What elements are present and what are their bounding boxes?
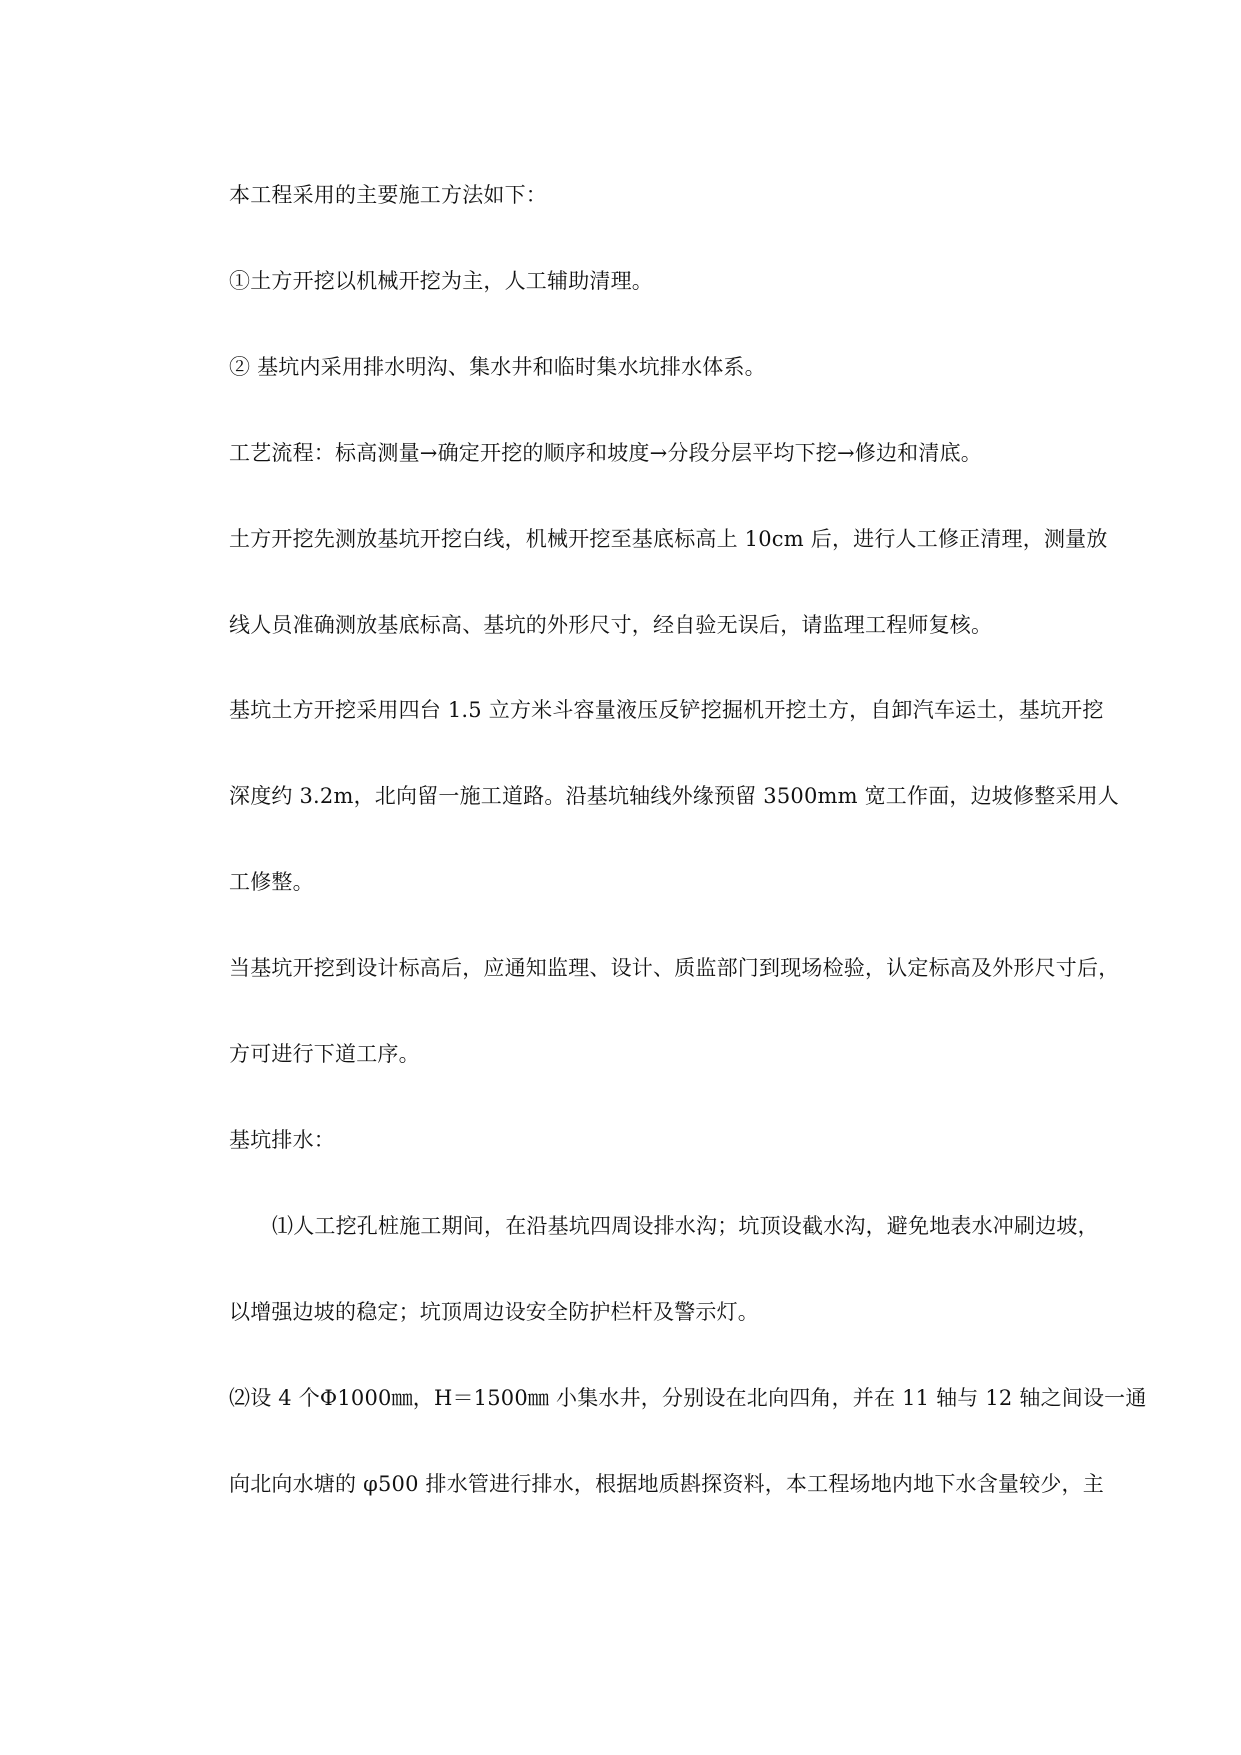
text-line: ⑵设 4 个Φ1000㎜，H＝1500㎜ 小集水井，分别设在北向四角，并在 11 轴与 12 轴之间设一通 bbox=[229, 1386, 1147, 1410]
text-line: 本工程采用的主要施工方法如下： bbox=[229, 183, 547, 207]
text-line: 方可进行下道工序。 bbox=[229, 1042, 420, 1066]
text-line: ⑴人工挖孔桩施工期间，在沿基坑四周设排水沟；坑顶设截水沟，避免地表水冲刷边坡， bbox=[272, 1214, 1099, 1238]
text-line: 基坑土方开挖采用四台 1.5 立方米斗容量液压反铲挖掘机开挖土方，自卸汽车运土，基坑开挖 bbox=[229, 698, 1104, 722]
text-line: 深度约 3.2m，北向留一施工道路。沿基坑轴线外缘预留 3500mm 宽工作面，边坡修整采用人 bbox=[229, 784, 1120, 808]
text-line: 工修整。 bbox=[229, 870, 314, 894]
text-line: 工艺流程：标高测量→确定开挖的顺序和坡度→分段分层平均下挖→修边和清底。 bbox=[229, 441, 982, 465]
text-line: ② 基坑内采用排水明沟、集水井和临时集水坑排水体系。 bbox=[229, 355, 766, 379]
text-line: 以增强边坡的稳定；坑顶周边设安全防护栏杆及警示灯。 bbox=[229, 1300, 759, 1324]
text-line: ①土方开挖以机械开挖为主，人工辅助清理。 bbox=[229, 269, 653, 293]
text-line: 当基坑开挖到设计标高后，应通知监理、设计、质监部门到现场检验，认定标高及外形尺寸后， bbox=[229, 956, 1120, 980]
text-line: 土方开挖先测放基坑开挖白线，机械开挖至基底标高上 10cm 后，进行人工修正清理，测量放 bbox=[229, 527, 1108, 551]
text-line: 向北向水塘的 φ500 排水管进行排水，根据地质斟探资料，本工程场地内地下水含量较少，主 bbox=[229, 1472, 1104, 1496]
text-line: 线人员准确测放基底标高、基坑的外形尺寸，经自验无误后，请监理工程师复核。 bbox=[229, 613, 993, 637]
text-line: 基坑排水： bbox=[229, 1128, 335, 1152]
